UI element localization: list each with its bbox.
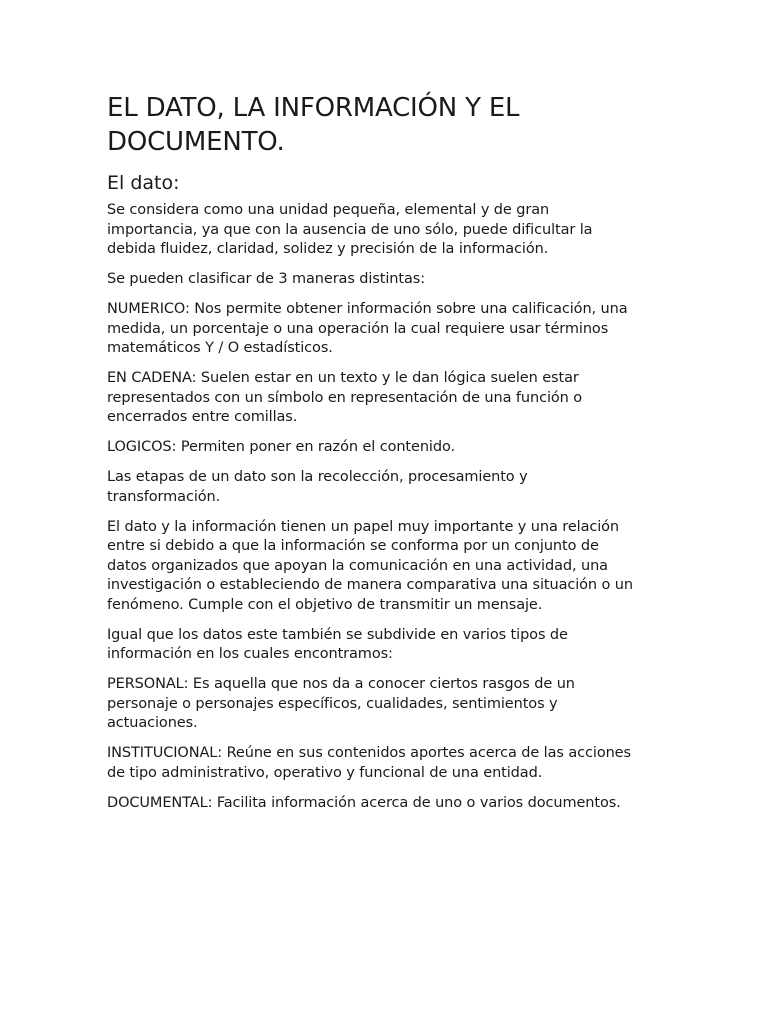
paragraph-tipos-intro: Igual que los datos este también se subdivide en varios tipos de información en los cuales encontramos: xyxy=(107,626,568,662)
paragraph-etapas: Las etapas de un dato son la recolección, procesamiento y transformación. xyxy=(107,469,528,505)
document-title: EL DATO, LA INFORMACIÓN Y EL DOCUMENTO. xyxy=(107,93,520,157)
paragraph-institucional: INSTITUCIONAL: Reúne en sus contenidos aportes acerca de las acciones de tipo administrativo, operativo y funcional de una entidad. xyxy=(107,745,631,781)
paragraph-classification-intro: Se pueden clasificar de 3 maneras distintas: xyxy=(107,271,426,287)
paragraph-documental: DOCUMENTAL: Facilita información acerca de uno o varios documentos. xyxy=(107,794,621,811)
paragraph-personal: PERSONAL: Es aquella que nos da a conocer ciertos rasgos de un personaje o personajes específicos, cualidades, sentimientos y actuaciones. xyxy=(107,676,575,731)
paragraph-dato-informacion: El dato y la información tienen un papel muy importante y una relación entre si debido a que la información se conforma por un conjunto de datos organizados que apoyan la comunicación en una actividad, una investigación o estableciendo de manera comparativa una situación o un fenómeno. Cumple con el objetivo de transmitir un mensaje. xyxy=(107,518,633,613)
document-page xyxy=(107,91,667,824)
paragraph-definition: Se considera como una unidad pequeña, elemental y de gran importancia, ya que con la ausencia de uno sólo, puede dificultar la debida fluidez, claridad, solidez y precisión de la información. xyxy=(107,202,593,257)
section-heading: El dato: xyxy=(107,172,180,194)
paragraph-en-cadena: EN CADENA: Suelen estar en un texto y le dan lógica suelen estar representados con un símbolo en representación de una función o encerrados entre comillas. xyxy=(107,370,583,425)
paragraph-logicos: LOGICOS: Permiten poner en razón el contenido. xyxy=(107,439,455,455)
paragraph-numerico: NUMERICO: Nos permite obtener información sobre una calificación, una medida, un porcentaje o una operación la cual requiere usar términos matemáticos Y / O estadísticos. xyxy=(107,301,628,356)
